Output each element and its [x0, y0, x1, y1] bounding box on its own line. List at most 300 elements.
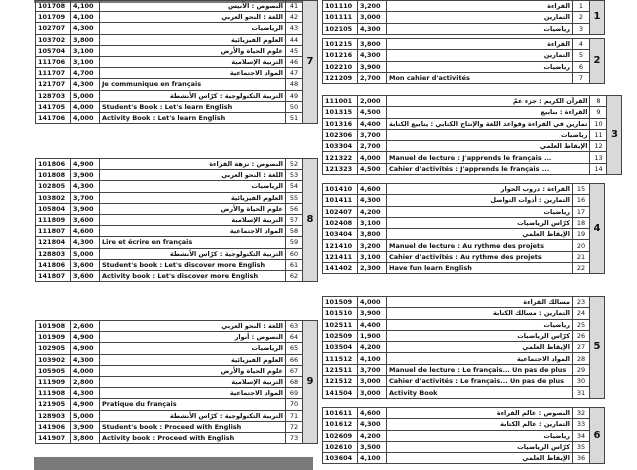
table-row [323, 107, 622, 118]
book-price: 4,200 [358, 342, 387, 353]
table-row [36, 376, 318, 387]
table-row [36, 90, 318, 101]
grade-label: 3 [607, 96, 622, 175]
table-row [36, 259, 318, 270]
book-title: Manuel de lecture : Au rythme des projets [387, 240, 573, 251]
book-price: 4,300 [358, 419, 387, 430]
book-code: 101410 [323, 184, 358, 195]
row-number: 72 [286, 421, 303, 432]
table-row [36, 332, 318, 343]
book-code: 102707 [36, 23, 71, 34]
row-number: 53 [286, 170, 303, 181]
row-number: 32 [573, 408, 590, 419]
book-code: 102306 [323, 129, 358, 140]
book-code: 111909 [36, 376, 71, 387]
row-number: 70 [286, 399, 303, 410]
book-title: تمارين في القراءة وقواعد اللغة والإنتاج الكتابي : ينابيع الكتابة [387, 118, 590, 129]
table-row [323, 50, 605, 61]
row-number: 48 [286, 79, 303, 90]
row-number: 23 [573, 297, 590, 308]
book-code: 101111 [323, 12, 358, 23]
book-title: اللغة : النحو العربي [100, 321, 286, 332]
book-code: 103504 [323, 342, 358, 353]
book-price: 5,000 [71, 410, 100, 421]
book-code: 101215 [323, 39, 358, 50]
table-row [36, 112, 318, 123]
book-price: 3,000 [358, 376, 387, 387]
book-price: 3,900 [358, 61, 387, 72]
book-price: 4,000 [71, 101, 100, 112]
book-code: 128803 [36, 248, 71, 259]
book-price: 3,800 [71, 34, 100, 45]
book-title: Pratique du français [100, 399, 286, 410]
row-number: 54 [286, 181, 303, 192]
row-number: 36 [573, 453, 590, 464]
row-number: 25 [573, 319, 590, 330]
book-title: اللغة : النحو العربي [100, 170, 286, 181]
book-price: 3,700 [358, 129, 387, 140]
row-number: 5 [573, 50, 590, 61]
book-title: رياضيات [387, 319, 573, 330]
table-row [323, 387, 605, 398]
row-number: 57 [286, 214, 303, 225]
row-number: 56 [286, 203, 303, 214]
book-price: 4,600 [358, 184, 387, 195]
book-title: النصوص : عالم القراءة [387, 408, 573, 419]
book-price: 4,900 [71, 343, 100, 354]
book-title: القراءة [387, 39, 573, 50]
book-price: 4,100 [358, 453, 387, 464]
book-price: 3,100 [358, 217, 387, 228]
table-row [36, 1, 318, 12]
table-row [36, 203, 318, 214]
table-row [36, 354, 318, 365]
book-price: 3,600 [71, 270, 100, 281]
row-number: 63 [286, 321, 303, 332]
grade-label: 4 [590, 184, 605, 274]
book-code: 101509 [323, 297, 358, 308]
row-number: 47 [286, 68, 303, 79]
table-row [36, 23, 318, 34]
book-price: 4,100 [71, 1, 100, 12]
row-number: 11 [590, 129, 607, 140]
row-number: 27 [573, 342, 590, 353]
book-title: العلوم الفيزيائية [100, 34, 286, 45]
row-number: 9 [590, 107, 607, 118]
table-row [36, 34, 318, 45]
book-code: 102509 [323, 330, 358, 341]
row-number: 34 [573, 430, 590, 441]
table-row [323, 39, 605, 50]
book-title: الرياضيات [100, 343, 286, 354]
table-row [36, 432, 318, 443]
book-code: 103604 [323, 453, 358, 464]
table-row [323, 195, 605, 206]
row-number: 69 [286, 388, 303, 399]
book-code: 111706 [36, 56, 71, 67]
table-row [323, 23, 605, 34]
book-price: 4,300 [71, 354, 100, 365]
book-price: 2,700 [358, 72, 387, 83]
book-title: التربية التكنولوجية : كرّاس الأنشطة [100, 248, 286, 259]
textbook-table-grade-8 [35, 158, 318, 282]
row-number: 42 [286, 12, 303, 23]
table-row [36, 343, 318, 354]
table-row [323, 206, 605, 217]
book-code: 121410 [323, 240, 358, 251]
book-code: 141706 [36, 112, 71, 123]
row-number: 45 [286, 45, 303, 56]
row-number: 30 [573, 376, 590, 387]
book-price: 4,100 [71, 12, 100, 23]
table-row [36, 214, 318, 225]
table-row [323, 184, 605, 195]
book-title: علوم الحياة والأرض [100, 45, 286, 56]
table-row [323, 430, 605, 441]
book-title: الإيقاظ العلمي [387, 229, 573, 240]
book-price: 4,500 [358, 163, 387, 174]
row-number: 60 [286, 248, 303, 259]
book-price: 4,300 [71, 237, 100, 248]
book-title: Activity Book : Let's learn English [100, 112, 286, 123]
table-row [323, 408, 605, 419]
book-price: 3,100 [71, 56, 100, 67]
row-number: 41 [286, 1, 303, 12]
textbook-table-grade-3 [322, 95, 622, 175]
book-price: 4,000 [358, 297, 387, 308]
book-code: 111809 [36, 214, 71, 225]
book-title: Cahier d'activités : Le français... Un pas de plus [387, 376, 573, 387]
book-price: 4,300 [71, 388, 100, 399]
table-row [36, 192, 318, 203]
book-title: العلوم الفيزيائية [100, 192, 286, 203]
table-row [36, 421, 318, 432]
book-price: 2,300 [358, 263, 387, 274]
table-row [36, 56, 318, 67]
book-title: Have fun learn English [387, 263, 573, 274]
row-number: 61 [286, 259, 303, 270]
book-title: رياضيات [387, 206, 573, 217]
book-code: 101315 [323, 107, 358, 118]
row-number: 62 [286, 270, 303, 281]
book-price: 4,900 [71, 159, 100, 170]
table-row [323, 152, 622, 163]
book-title: العلوم الفيزيائية [100, 354, 286, 365]
book-price: 3,000 [358, 12, 387, 23]
table-row [323, 330, 605, 341]
table-row [323, 297, 605, 308]
row-number: 52 [286, 159, 303, 170]
book-code: 111512 [323, 353, 358, 364]
row-number: 16 [573, 195, 590, 206]
book-code: 111908 [36, 388, 71, 399]
book-code: 102610 [323, 441, 358, 452]
table-row [323, 118, 622, 129]
book-price: 3,900 [358, 308, 387, 319]
row-number: 3 [573, 23, 590, 34]
row-number: 55 [286, 192, 303, 203]
table-row [323, 217, 605, 228]
table-row [36, 399, 318, 410]
table-row [323, 263, 605, 274]
book-code: 102905 [36, 343, 71, 354]
table-row [36, 45, 318, 56]
row-number: 46 [286, 56, 303, 67]
row-number: 8 [590, 96, 607, 107]
book-price: 4,700 [71, 68, 100, 79]
book-title: التمارين : أدوات التواصل [387, 195, 573, 206]
grade-label: 6 [590, 408, 605, 464]
row-number: 26 [573, 330, 590, 341]
book-title: التمارين [387, 50, 573, 61]
row-number: 29 [573, 364, 590, 375]
book-price: 4,600 [71, 226, 100, 237]
book-title: رياضيات [387, 61, 573, 72]
book-title: Activity book : Proceed with English [100, 432, 286, 443]
bottom-dark-bar [34, 457, 313, 470]
book-price: 2,700 [358, 141, 387, 152]
book-price: 3,600 [71, 259, 100, 270]
book-title: Student's book : Let's discover more English [100, 259, 286, 270]
book-title: التربية الإسلامية [100, 56, 286, 67]
row-number: 6 [573, 61, 590, 72]
book-price: 4,900 [71, 399, 100, 410]
book-title: التربية الإسلامية [100, 376, 286, 387]
grade-label: 1 [590, 1, 605, 35]
book-price: 3,100 [358, 251, 387, 262]
row-number: 21 [573, 251, 590, 262]
row-number: 73 [286, 432, 303, 443]
textbook-table-grade-1 [322, 0, 605, 35]
table-row [36, 12, 318, 23]
table-row [323, 141, 622, 152]
row-number: 67 [286, 365, 303, 376]
book-title: Student's book : Proceed with English [100, 421, 286, 432]
book-title: Manuel de lecture : Le français... Un pas de plus [387, 364, 573, 375]
table-row [36, 159, 318, 170]
book-code: 121411 [323, 251, 358, 262]
row-number: 12 [590, 141, 607, 152]
book-code: 141807 [36, 270, 71, 281]
book-title: القراءة [387, 1, 573, 12]
book-code: 111807 [36, 226, 71, 237]
row-number: 2 [573, 12, 590, 23]
table-row [323, 308, 605, 319]
table-row [323, 61, 605, 72]
book-title: Activity Book [387, 387, 573, 398]
table-row [36, 79, 318, 90]
book-title: Cahier d'activités : J'apprends le français ... [387, 163, 590, 174]
row-number: 28 [573, 353, 590, 364]
book-price: 4,400 [358, 319, 387, 330]
book-code: 111707 [36, 68, 71, 79]
textbook-table-grade-2 [322, 38, 605, 84]
table-row [36, 388, 318, 399]
textbook-table-grade-5 [322, 296, 605, 399]
book-code: 121322 [323, 152, 358, 163]
book-price: 4,300 [358, 50, 387, 61]
row-number: 35 [573, 441, 590, 452]
book-title: القراءة : دروب الحوار [387, 184, 573, 195]
row-number: 10 [590, 118, 607, 129]
book-code: 121209 [323, 72, 358, 83]
book-price: 4,300 [358, 195, 387, 206]
book-title: Cahier d'activités : Au rythme des projets [387, 251, 573, 262]
book-title: كرّاس الرياضيات [387, 217, 573, 228]
book-title: الإيقاظ العلمي [387, 342, 573, 353]
book-price: 3,700 [71, 192, 100, 203]
book-price: 4,600 [358, 408, 387, 419]
book-price: 4,200 [358, 206, 387, 217]
row-number: 18 [573, 217, 590, 228]
book-price: 5,000 [71, 90, 100, 101]
book-title: اللغة : النحو العربي [100, 12, 286, 23]
book-code: 101709 [36, 12, 71, 23]
book-title: المواد الاجتماعية [100, 388, 286, 399]
book-code: 141504 [323, 387, 358, 398]
book-code: 103802 [36, 192, 71, 203]
book-title: المواد الاجتماعية [387, 353, 573, 364]
book-title: الرياضيات [100, 181, 286, 192]
book-title: Je communique en français [100, 79, 286, 90]
book-price: 3,800 [358, 39, 387, 50]
book-code: 102511 [323, 319, 358, 330]
table-row [323, 419, 605, 430]
book-price: 3,900 [71, 421, 100, 432]
book-code: 101806 [36, 159, 71, 170]
book-code: 101808 [36, 170, 71, 181]
book-title: رياضيات [387, 23, 573, 34]
book-price: 3,100 [71, 45, 100, 56]
book-code: 141705 [36, 101, 71, 112]
grade-label: 7 [303, 1, 318, 124]
book-price: 4,500 [358, 107, 387, 118]
book-title: الإيقاظ العلمي [387, 141, 590, 152]
book-code: 121512 [323, 376, 358, 387]
book-code: 101110 [323, 1, 358, 12]
book-price: 3,700 [358, 364, 387, 375]
row-number: 59 [286, 237, 303, 248]
table-row [36, 270, 318, 281]
book-price: 1,900 [358, 330, 387, 341]
book-code: 102805 [36, 181, 71, 192]
book-price: 4,200 [358, 430, 387, 441]
row-number: 49 [286, 90, 303, 101]
table-row [323, 353, 605, 364]
book-code: 121804 [36, 237, 71, 248]
book-title: التمارين [387, 12, 573, 23]
table-row [323, 72, 605, 83]
book-code: 103902 [36, 354, 71, 365]
book-code: 102609 [323, 430, 358, 441]
row-number: 51 [286, 112, 303, 123]
book-code: 105704 [36, 45, 71, 56]
row-number: 20 [573, 240, 590, 251]
textbook-table-grade-6 [322, 407, 605, 464]
book-title: Manuel de lecture : J'apprends le français ... [387, 152, 590, 163]
table-row [323, 96, 622, 107]
book-code: 101908 [36, 321, 71, 332]
book-code: 101708 [36, 1, 71, 12]
book-title: مسالك القراءة [387, 297, 573, 308]
book-code: 141906 [36, 421, 71, 432]
table-row [36, 181, 318, 192]
textbook-table-grade-9 [35, 320, 318, 444]
book-title: رياضيات [387, 430, 573, 441]
book-price: 4,300 [358, 23, 387, 34]
book-code: 101909 [36, 332, 71, 343]
book-title: القرآن الكريم : جزء عمّ [387, 96, 590, 107]
table-row [36, 321, 318, 332]
book-title: النصوص : الأنيس [100, 1, 286, 12]
book-title: كرّاس الرياضيات [387, 330, 573, 341]
book-title: التربية التكنولوجية : كرّاس الأنشطة [100, 410, 286, 421]
table-row [323, 364, 605, 375]
book-code: 101411 [323, 195, 358, 206]
table-row [323, 163, 622, 174]
book-title: النصوص : نزهة القراءة [100, 159, 286, 170]
textbook-table-grade-7 [35, 0, 318, 124]
row-number: 66 [286, 354, 303, 365]
book-code: 121511 [323, 364, 358, 375]
book-title: التربية التكنولوجية : كرّاس الأنشطة [100, 90, 286, 101]
grade-label: 8 [303, 159, 318, 282]
book-code: 121905 [36, 399, 71, 410]
row-number: 65 [286, 343, 303, 354]
book-code: 103702 [36, 34, 71, 45]
table-row [36, 248, 318, 259]
book-code: 128903 [36, 410, 71, 421]
book-code: 101611 [323, 408, 358, 419]
textbook-table-grade-4 [322, 183, 605, 274]
book-title: كرّاس الرياضيات [387, 441, 573, 452]
book-code: 101510 [323, 308, 358, 319]
book-title: التمارين : مسالك الكتابة [387, 308, 573, 319]
table-row [36, 170, 318, 181]
book-title: Activity book : Let's discover more English [100, 270, 286, 281]
book-code: 101612 [323, 419, 358, 430]
book-price: 4,300 [71, 79, 100, 90]
grade-label: 9 [303, 321, 318, 444]
book-price: 2,600 [71, 321, 100, 332]
row-number: 68 [286, 376, 303, 387]
book-title: Student's Book : Let's learn English [100, 101, 286, 112]
row-number: 7 [573, 72, 590, 83]
book-code: 102210 [323, 61, 358, 72]
book-price: 3,200 [358, 1, 387, 12]
book-price: 4,000 [71, 112, 100, 123]
book-code: 103304 [323, 141, 358, 152]
row-number: 31 [573, 387, 590, 398]
row-number: 24 [573, 308, 590, 319]
book-code: 141907 [36, 432, 71, 443]
grade-label: 2 [590, 39, 605, 84]
book-price: 2,800 [71, 376, 100, 387]
table-row [323, 240, 605, 251]
row-number: 43 [286, 23, 303, 34]
book-price: 3,900 [71, 203, 100, 214]
book-code: 101316 [323, 118, 358, 129]
book-price: 3,600 [71, 214, 100, 225]
table-row [36, 237, 318, 248]
table-row [323, 1, 605, 12]
book-code: 141402 [323, 263, 358, 274]
table-row [36, 365, 318, 376]
book-code: 121707 [36, 79, 71, 90]
book-title: Lire et écrire en français [100, 237, 286, 248]
table-row [323, 251, 605, 262]
book-price: 3,800 [71, 432, 100, 443]
